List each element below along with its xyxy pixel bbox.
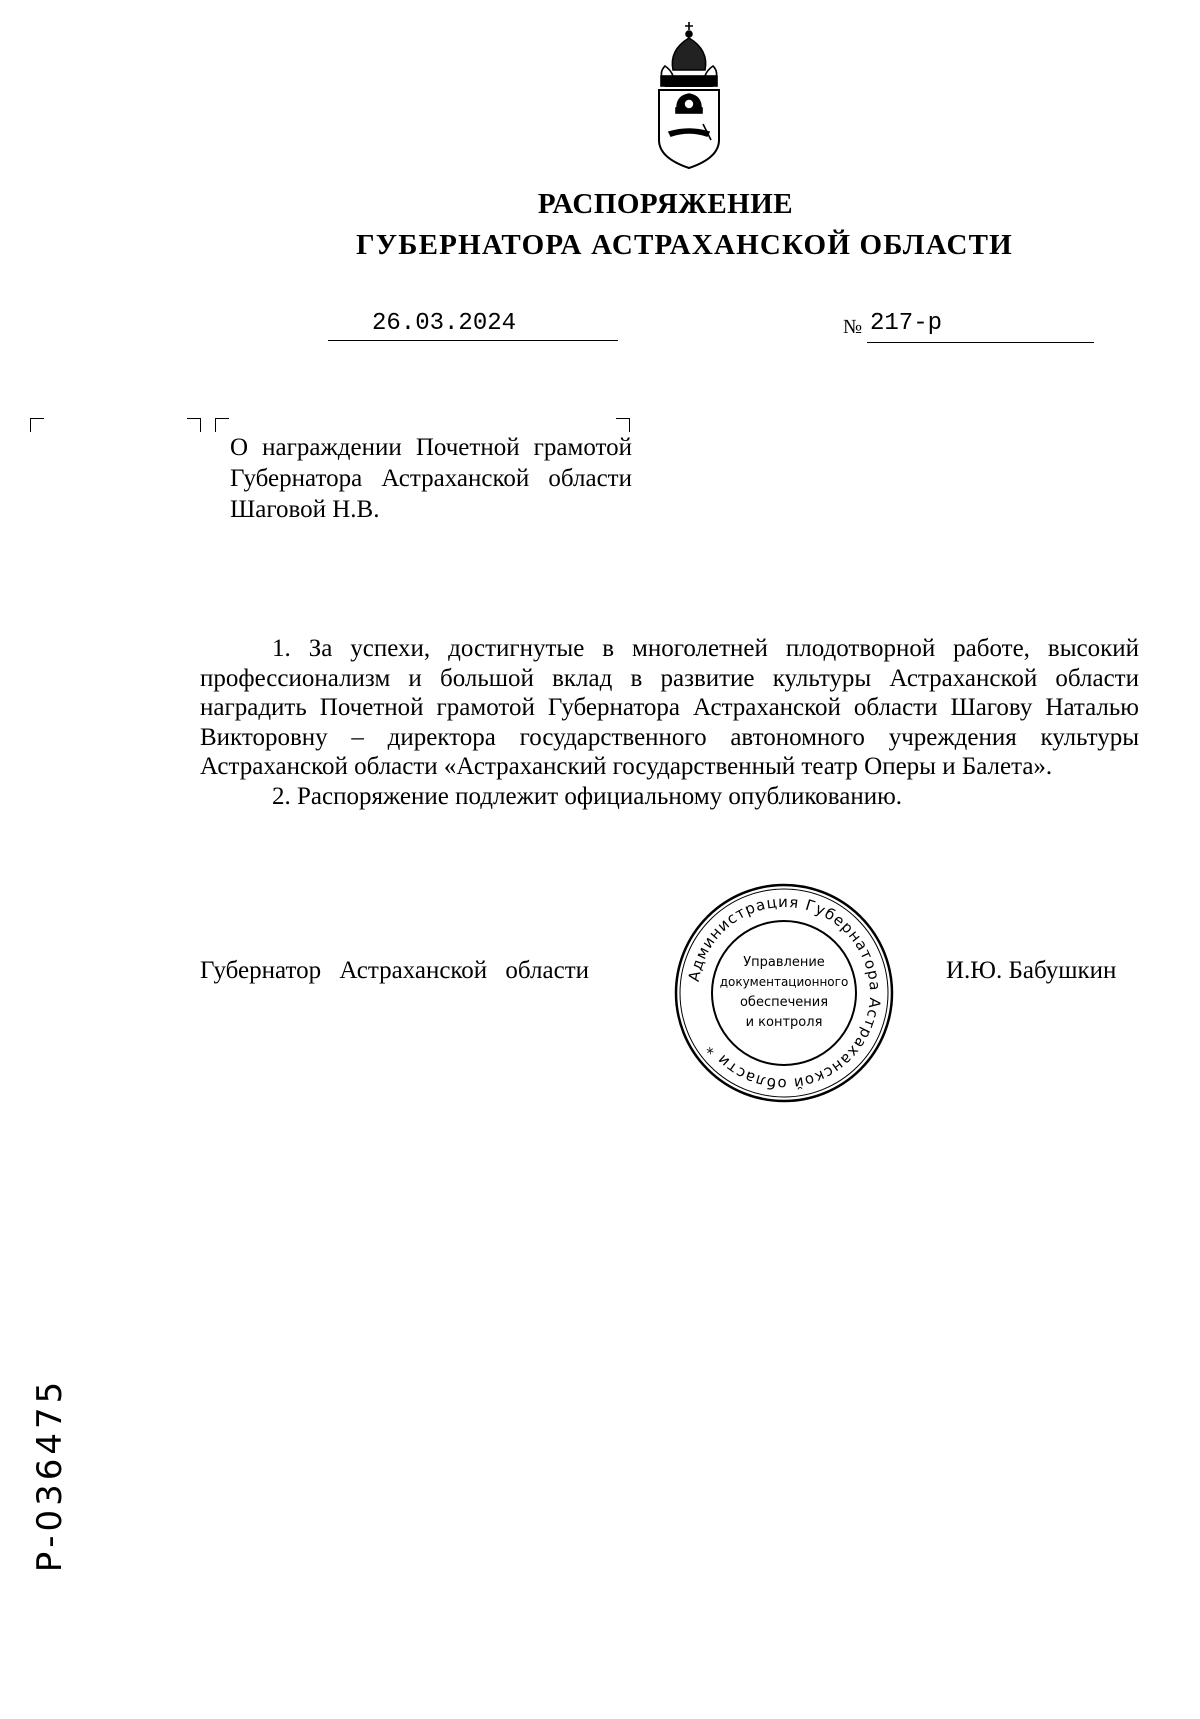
stamp-center-line-3: обеспечения bbox=[739, 995, 829, 1010]
stamp-center-line-2: документационного bbox=[719, 975, 849, 989]
signer-name: И.Ю. Бабушкин bbox=[946, 957, 1117, 984]
margin-corner-mark bbox=[30, 418, 44, 432]
margin-corner-mark bbox=[187, 418, 201, 432]
registration-number-text: Р-036475 bbox=[30, 1377, 70, 1573]
document-body bbox=[200, 634, 1139, 811]
stamp-ring-text: Администрация Губернатора Астраханской области * bbox=[684, 892, 885, 1094]
stamp-center-line-1: Управление bbox=[743, 955, 825, 970]
number-sign: № bbox=[843, 316, 863, 338]
number-underline bbox=[867, 342, 1094, 343]
subject-corner-mark bbox=[215, 418, 229, 432]
document-number: 217-р bbox=[870, 310, 943, 337]
subject-corner-mark bbox=[616, 418, 630, 432]
document-date: 26.03.2024 bbox=[372, 310, 517, 337]
document-subject: О награждении Почетной грамотой Губернатора Астраханской области Шаговой Н.В. bbox=[230, 434, 632, 523]
body-paragraph-1: 1. За успехи, достигнутые в многолетней плодотворной работе, высокий профессионализм и большой вклад в развитие культуры Астраханской области наградить Почетной грамотой Губернатора Астраханской области Шагову Наталью Викторовну – директора государственного автономного учреждения культуры Астраханской области «Астраханский государственный театр Оперы и Балета». bbox=[200, 635, 1139, 780]
document-type-title: РАСПОРЯЖЕНИЕ bbox=[537, 188, 794, 220]
signer-position: Губернатор Астраханской области bbox=[200, 957, 590, 984]
body-paragraph-2: 2. Распоряжение подлежит официальному опубликованию. bbox=[272, 782, 903, 810]
date-underline bbox=[328, 340, 618, 341]
registration-number bbox=[20, 1360, 80, 1590]
coat-of-arms-icon bbox=[651, 20, 727, 170]
official-stamp bbox=[673, 882, 895, 1104]
stamp-center-line-4: и контроля bbox=[745, 1015, 823, 1030]
svg-text:Администрация Губернатора Астр bbox=[685, 893, 884, 1093]
issuer-title: ГУБЕРНАТОРА АСТРАХАНСКОЙ ОБЛАСТИ bbox=[356, 229, 1013, 261]
